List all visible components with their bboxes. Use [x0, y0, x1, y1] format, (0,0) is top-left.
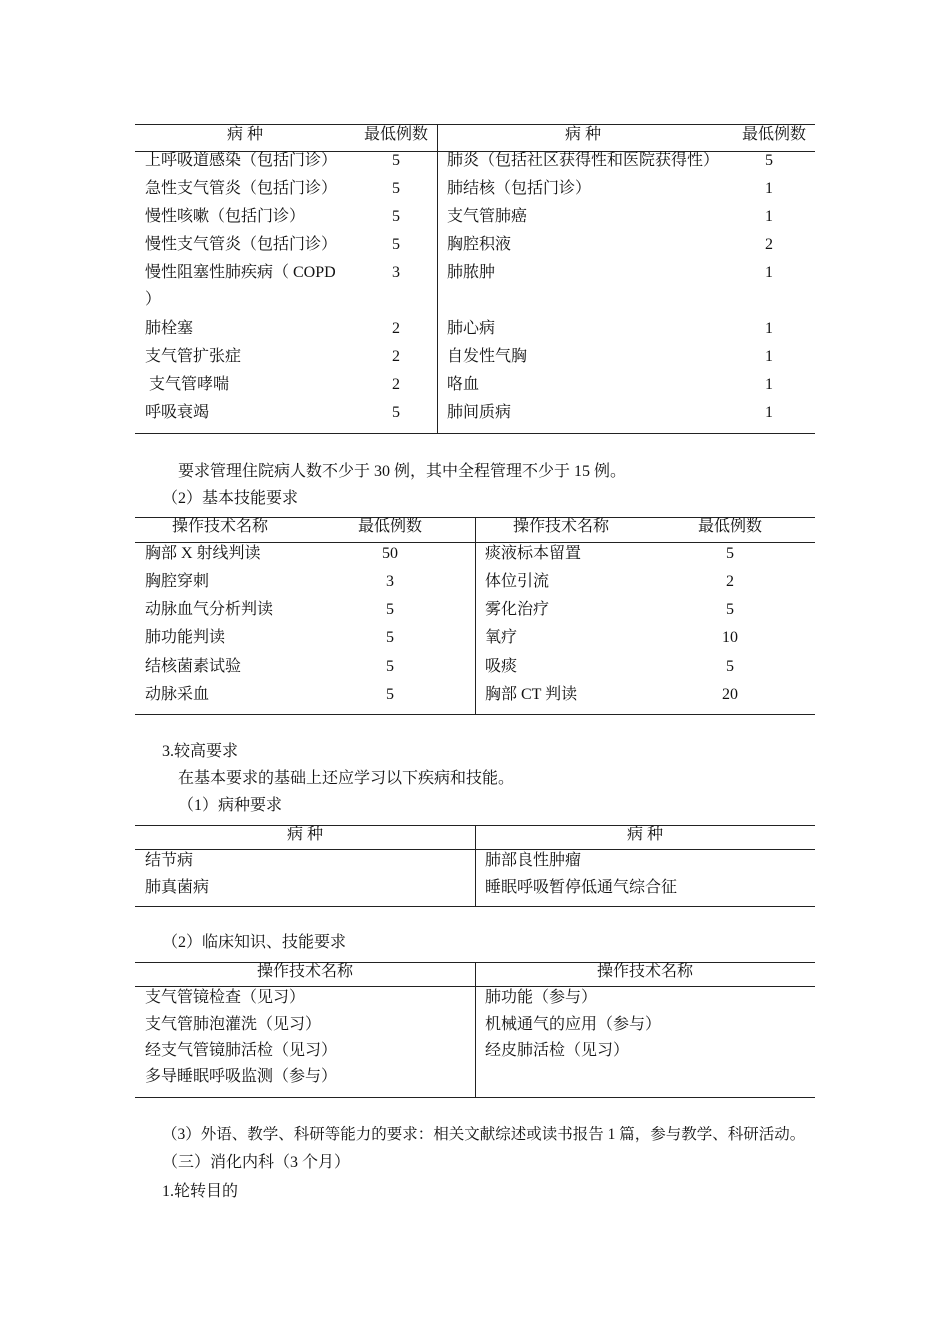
- technique-name: 雾化治疗: [485, 601, 550, 618]
- min-count: 1: [765, 208, 773, 225]
- min-count: 5: [392, 404, 400, 421]
- disease-name: 肺栓塞: [145, 320, 194, 337]
- disease-name: 支气管哮喘: [145, 376, 230, 393]
- min-count: 10: [722, 629, 738, 646]
- skills-table-higher: [135, 962, 815, 1098]
- min-count: 5: [386, 686, 394, 703]
- disease-name: 肺结核（包括门诊）: [447, 180, 592, 197]
- column-header: 最低例数: [357, 518, 422, 535]
- table-divider: [475, 962, 476, 1098]
- higher-intro-text: 在基本要求的基础上还应学习以下疾病和技能。: [178, 770, 515, 787]
- technique-name: 肺功能判读: [145, 629, 226, 646]
- min-count: 20: [722, 686, 738, 703]
- column-header: 最低例数: [697, 518, 762, 535]
- min-count: 5: [392, 236, 400, 253]
- min-count: 5: [392, 152, 400, 169]
- technique-name: 支气管肺泡灌洗（见习）: [145, 1016, 322, 1033]
- disease-name: 支气管肺癌: [447, 208, 528, 225]
- disease-name: 咯血: [447, 376, 480, 393]
- column-header: 最低例数: [363, 126, 428, 143]
- technique-name: 肺功能（参与）: [485, 989, 598, 1006]
- section-heading-basic-skills: （2）基本技能要求: [162, 490, 299, 507]
- foreign-language-requirement-text: （3）外语、教学、科研等能力的要求：相关文献综述或读书报告 1 篇，参与教学、科研活动。: [162, 1126, 806, 1143]
- table-rule-bottom: [135, 433, 815, 434]
- min-count: 5: [386, 658, 394, 675]
- technique-name: 体位引流: [485, 573, 550, 590]
- min-count: 5: [765, 152, 773, 169]
- technique-name: 动脉血气分析判读: [145, 601, 274, 618]
- disease-name: 呼吸衰竭: [145, 404, 210, 421]
- column-header: 操作技术名称: [256, 963, 353, 980]
- disease-name-continued: ）: [145, 291, 162, 308]
- min-count: 3: [392, 264, 400, 281]
- technique-name: 经支气管镜肺活检（见习）: [145, 1042, 338, 1059]
- disease-name: 急性支气管炎（包括门诊）: [145, 180, 338, 197]
- skills-table-basic: [135, 517, 815, 715]
- disease-name: 肺脓肿: [447, 264, 496, 281]
- column-header: 操作技术名称: [171, 518, 268, 535]
- disease-name: 肺真菌病: [145, 879, 210, 896]
- table-divider: [437, 124, 438, 434]
- min-count: 1: [765, 404, 773, 421]
- column-header: 病 种: [286, 826, 323, 843]
- disease-name: 支气管扩张症: [145, 348, 242, 365]
- min-count: 2: [392, 348, 400, 365]
- technique-name: 胸部 CT 判读: [485, 686, 578, 703]
- technique-name: 动脉采血: [145, 686, 210, 703]
- column-header: 操作技术名称: [596, 963, 693, 980]
- disease-name: 慢性支气管炎（包括门诊）: [145, 236, 338, 253]
- disease-name: 慢性咳嗽（包括门诊）: [145, 208, 306, 225]
- technique-name: 胸部 X 射线判读: [145, 545, 261, 562]
- disease-name: 自发性气胸: [447, 348, 528, 365]
- min-count: 1: [765, 348, 773, 365]
- technique-name: 结核菌素试验: [145, 658, 242, 675]
- min-count: 5: [726, 545, 734, 562]
- min-count: 2: [392, 376, 400, 393]
- technique-name: 经皮肺活检（见习）: [485, 1042, 630, 1059]
- column-header: 最低例数: [741, 126, 806, 143]
- technique-name: 胸腔穿刺: [145, 573, 210, 590]
- min-count: 2: [392, 320, 400, 337]
- technique-name: 多导睡眠呼吸监测（参与）: [145, 1068, 338, 1085]
- min-count: 1: [765, 376, 773, 393]
- section-heading-disease: （1）病种要求: [178, 797, 283, 814]
- table-divider: [475, 517, 476, 715]
- min-count: 5: [386, 601, 394, 618]
- min-count: 5: [392, 180, 400, 197]
- technique-name: 吸痰: [485, 658, 518, 675]
- patient-requirement-text: 要求管理住院病人数不少于 30 例，其中全程管理不少于 15 例。: [178, 463, 627, 480]
- disease-table-higher: [135, 825, 815, 907]
- disease-name: 肺部良性肿瘤: [485, 852, 582, 869]
- section-heading-purpose: 1.轮转目的: [162, 1183, 239, 1200]
- disease-name: 睡眠呼吸暂停低通气综合征: [485, 879, 678, 896]
- disease-name: 结节病: [145, 852, 194, 869]
- min-count: 1: [765, 264, 773, 281]
- min-count: 5: [386, 629, 394, 646]
- section-heading-higher: 3.较高要求: [162, 743, 239, 760]
- column-header: 病 种: [226, 126, 263, 143]
- section-heading-clinical: （2）临床知识、技能要求: [162, 934, 347, 951]
- technique-name: 氧疗: [485, 629, 518, 646]
- disease-name: 慢性阻塞性肺疾病（ COPD: [145, 264, 336, 281]
- min-count: 2: [726, 573, 734, 590]
- technique-name: 痰液标本留置: [485, 545, 582, 562]
- min-count: 2: [765, 236, 773, 253]
- column-header: 操作技术名称: [512, 518, 609, 535]
- technique-name: 机械通气的应用（参与）: [485, 1016, 662, 1033]
- disease-table-basic: [135, 124, 815, 434]
- column-header: 病 种: [626, 826, 663, 843]
- disease-name: 肺心病: [447, 320, 496, 337]
- disease-name: 肺间质病: [447, 404, 512, 421]
- min-count: 5: [392, 208, 400, 225]
- min-count: 50: [382, 545, 398, 562]
- min-count: 3: [386, 573, 394, 590]
- disease-name: 上呼吸道感染（包括门诊）: [145, 152, 338, 169]
- technique-name: 支气管镜检查（见习）: [145, 989, 306, 1006]
- section-heading-gastroenterology: （三）消化内科（3 个月）: [162, 1154, 351, 1171]
- min-count: 5: [726, 601, 734, 618]
- min-count: 1: [765, 180, 773, 197]
- column-header: 病 种: [564, 126, 601, 143]
- disease-name: 肺炎（包括社区获得性和医院获得性）: [447, 152, 720, 169]
- disease-name: 胸腔积液: [447, 236, 512, 253]
- min-count: 5: [726, 658, 734, 675]
- min-count: 1: [765, 320, 773, 337]
